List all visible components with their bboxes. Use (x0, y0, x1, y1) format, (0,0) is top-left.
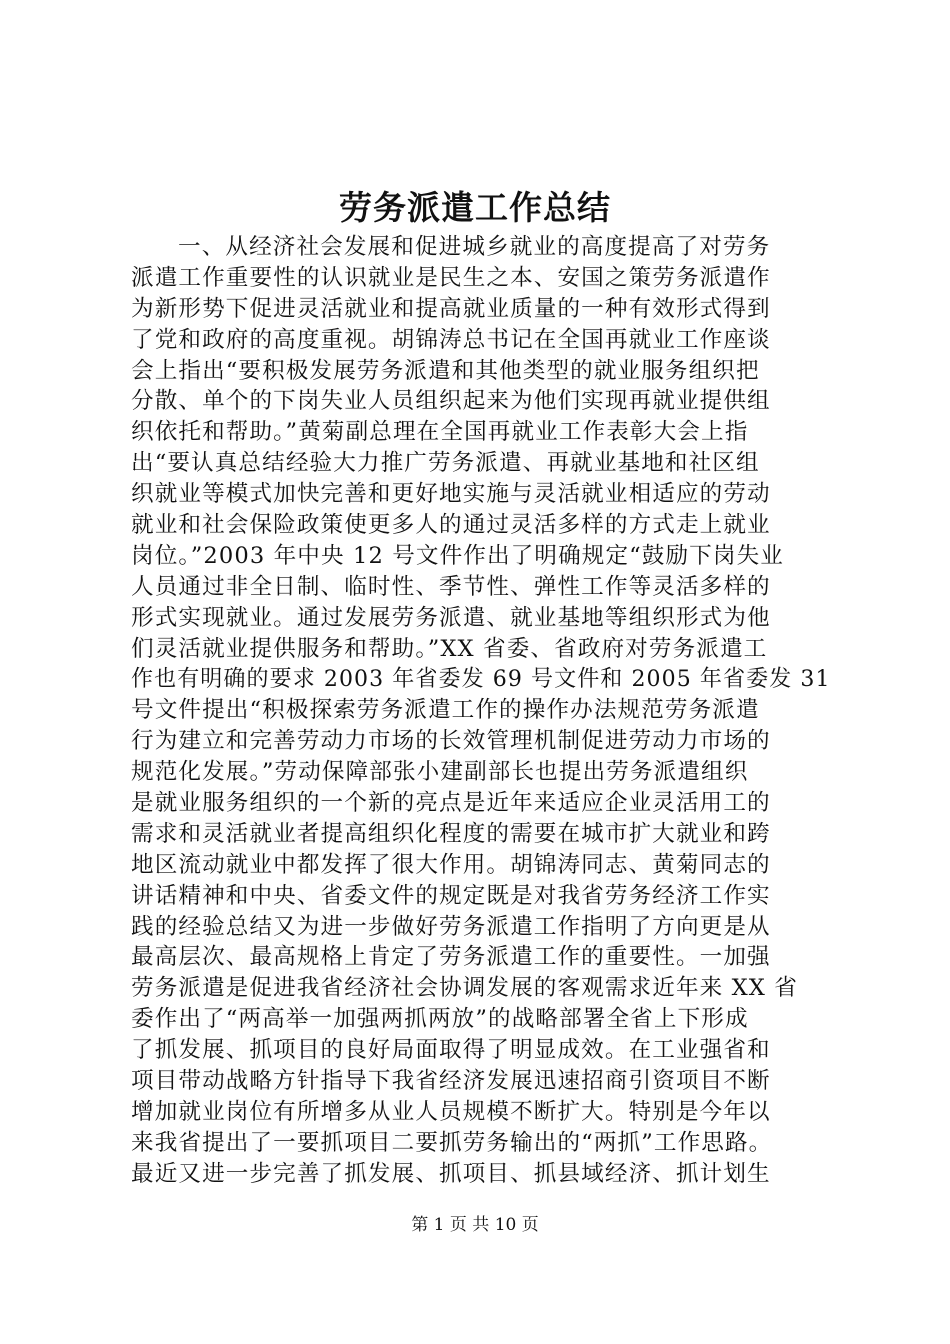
paragraph-line: 讲话精神和中央、省委文件的规定既是对我省劳务经济工作实 (131, 882, 771, 909)
paragraph-line: 形式实现就业。通过发展劳务派遣、就业基地等组织形式为他 (131, 604, 771, 631)
paragraph-line: 规范化发展。”劳动保障部张小建副部长也提出劳务派遣组织 (131, 759, 749, 786)
document-body (131, 232, 831, 1190)
paragraph-line: 了抓发展、抓项目的良好局面取得了明显成效。在工业强省和 (131, 1037, 771, 1064)
paragraph-line: 为新形势下促进灵活就业和提高就业质量的一种有效形式得到 (131, 295, 771, 322)
paragraph-line: 地区流动就业中都发挥了很大作用。胡锦涛同志、黄菊同志的 (131, 851, 771, 878)
paragraph-line: 分散、单个的下岗失业人员组织起来为他们实现再就业提供组 (131, 388, 771, 415)
paragraph-line: 最高层次、最高规格上肯定了劳务派遣工作的重要性。一加强 (131, 944, 771, 971)
paragraph-line: 作也有明确的要求 2003 年省委发 69 号文件和 2005 年省委发 31 (131, 666, 831, 693)
paragraph-line: 最近又进一步完善了抓发展、抓项目、抓县域经济、抓计划生 (131, 1160, 771, 1187)
paragraph-line: 是就业服务组织的一个新的亮点是近年来适应企业灵活用工的 (131, 790, 771, 817)
page-footer: 第 1 页 共 10 页 (411, 1215, 539, 1235)
paragraph-line: 派遣工作重要性的认识就业是民生之本、安国之策劳务派遣作 (131, 264, 771, 291)
paragraph-line: 号文件提出“积极探索劳务派遣工作的操作办法规范劳务派遣 (131, 697, 760, 724)
paragraph-line: 委作出了“两高举一加强两抓两放”的战略部署全省上下形成 (131, 1006, 749, 1033)
paragraph-line: 人员通过非全日制、临时性、季节性、弹性工作等灵活多样的 (131, 573, 771, 600)
paragraph-line: 就业和社会保险政策使更多人的通过灵活多样的方式走上就业 (131, 512, 771, 539)
document-title: 劳务派遣工作总结 (339, 188, 611, 227)
paragraph-line: 增加就业岗位有所增多从业人员规模不断扩大。特别是今年以 (131, 1098, 771, 1125)
paragraph-line: 行为建立和完善劳动力市场的长效管理机制促进劳动力市场的 (131, 728, 771, 755)
paragraph-line: 需求和灵活就业者提高组织化程度的需要在城市扩大就业和跨 (131, 820, 771, 847)
paragraph-line: 岗位。”2003 年中央 12 号文件作出了明确规定“鼓励下岗失业 (131, 542, 784, 569)
paragraph-line: 了党和政府的高度重视。胡锦涛总书记在全国再就业工作座谈 (131, 326, 771, 353)
paragraph-line: 践的经验总结又为进一步做好劳务派遣工作指明了方向更是从 (131, 913, 771, 940)
paragraph-line: 会上指出“要积极发展劳务派遣和其他类型的就业服务组织把 (131, 357, 760, 384)
paragraph-line: 织依托和帮助。”黄菊副总理在全国再就业工作表彰大会上指 (131, 419, 749, 446)
paragraph-line: 一、从经济社会发展和促进城乡就业的高度提高了对劳务 (178, 234, 771, 260)
paragraph-line: 们灵活就业提供服务和帮助。”XX 省委、省政府对劳务派遣工 (131, 635, 768, 662)
paragraph-line: 织就业等模式加快完善和更好地实施与灵活就业相适应的劳动 (131, 481, 771, 508)
paragraph-line: 项目带动战略方针指导下我省经济发展迅速招商引资项目不断 (131, 1068, 771, 1095)
paragraph-line: 出“要认真总结经验大力推广劳务派遣、再就业基地和社区组 (131, 450, 760, 477)
paragraph-line: 来我省提出了一要抓项目二要抓劳务输出的“两抓”工作思路。 (131, 1129, 773, 1156)
paragraph-line: 劳务派遣是促进我省经济社会协调发展的客观需求近年来 XX 省 (131, 975, 798, 1002)
